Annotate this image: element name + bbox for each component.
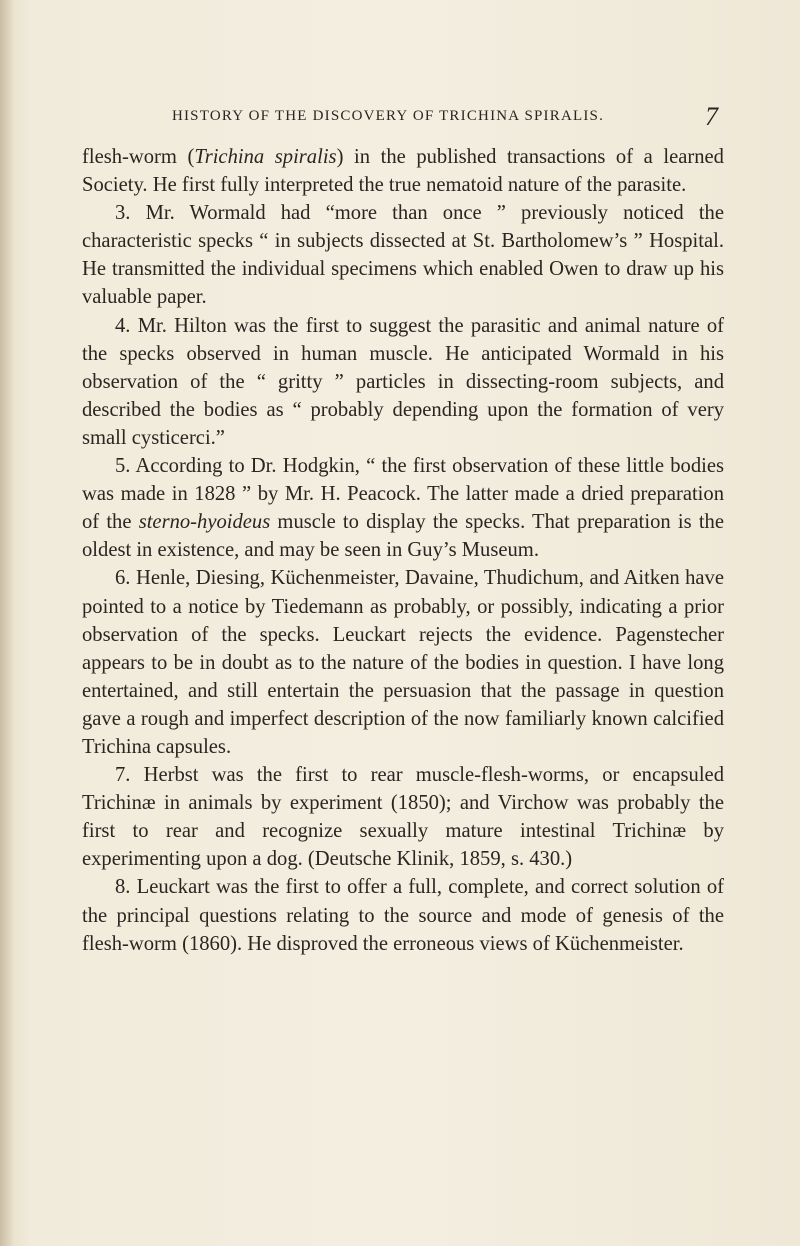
paragraph-6-henle: 6. Henle, Diesing, Küchenmeister, Davaine, Thudichum, and Aitken have pointed to a notice by Tiedemann as probably, or possibly, indicating a prior observation of the specks. Leuckart rejects the evidence. Pagenstecher appears to be in doubt as to the nature of the bodies in question. I have long entertained, and still entertain the persuasion that the passage in question gave a rough and imperfect description of the now familiarly known calcified Trichina capsules. bbox=[82, 567, 724, 758]
body-text bbox=[82, 143, 724, 958]
paragraph-text: 5. According to Dr. Hodgkin, “ the first observation of these little bodies was made in 1828 ” by Mr. H. Peacock. The latter made a dried preparation of the bbox=[82, 455, 724, 534]
paragraph-3-wormald: 3. Mr. Wormald had “more than once ” previously noticed the characteristic specks “ in subjects dissected at St. Bartholomew’s ” Hospital. He transmitted the individual specimens which enabled Owen to draw up his valuable paper. bbox=[82, 202, 724, 309]
running-title: HISTORY OF THE DISCOVERY OF TRICHINA SPIRALIS. bbox=[171, 108, 605, 124]
paragraph-4-hilton: 4. Mr. Hilton was the first to suggest the parasitic and animal nature of the specks observed in human muscle. He anticipated Wormald in his observation of the “ gritty ” particles in dissecting-room subjects, and described the bodies as “ probably depending upon the formation of very small cysticerci.” bbox=[82, 314, 724, 449]
paragraph-8-leuckart: 8. Leuckart was the first to offer a full, complete, and correct solution of the principal questions relating to the source and mode of genesis of the flesh-worm (1860). He disproved the erroneous views of Küchenmeister. bbox=[82, 876, 724, 955]
muscle-name-italic: sterno-hyoideus bbox=[138, 511, 271, 534]
page-number: 7 bbox=[705, 102, 718, 131]
paragraph-text: flesh-worm ( bbox=[82, 146, 195, 168]
paragraph-continuation bbox=[82, 143, 724, 199]
paragraph-5-hodgkin bbox=[82, 452, 724, 564]
paragraph-7-herbst: 7. Herbst was the first to rear muscle-flesh-worms, or encapsuled Trichinæ in animals by experiment (1850); and Virchow was probably the first to rear and recognize sexually mature intestinal Trichinæ by experimenting upon a dog. (Deutsche Klinik, 1859, s. 430.) bbox=[82, 764, 724, 871]
species-name-italic: Trichina spiralis bbox=[194, 146, 337, 168]
page-binding-edge bbox=[0, 0, 14, 1246]
running-header bbox=[128, 102, 718, 134]
paragraph-text: muscle to display the specks. That preparation is the oldest in existence, and may be seen in Guy’s Museum. bbox=[82, 511, 724, 562]
paragraph-text: ) in the published transactions of a learned Society. He first fully interpreted the true nematoid nature of the parasite. bbox=[82, 146, 724, 197]
